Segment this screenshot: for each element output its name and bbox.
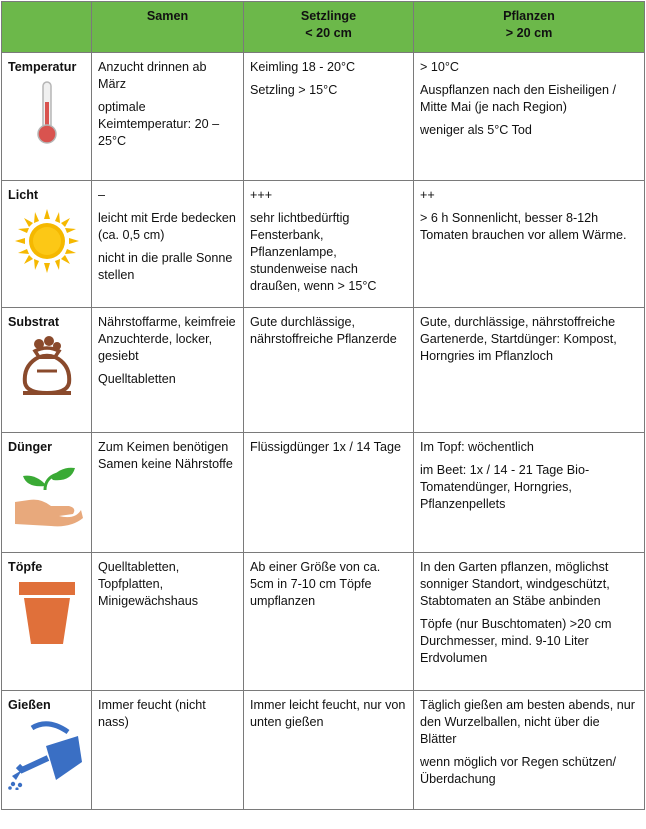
cell-duenger-setzlinge [244,433,414,553]
cell-toepfe-pflanzen [414,553,645,691]
sun-icon [14,208,80,274]
text-line: Im Topf: wöchentlich [420,440,534,454]
text-line: wenn möglich vor Regen schützen/Überdachung [420,755,617,786]
row-label-temperatur: Temperatur [8,60,77,74]
row-label-substrat: Substrat [8,315,60,329]
text-line: Töpfe (nur Buschtomaten) >20 cm Durchmesser, mind. 9-10 Liter Erdvolumen [420,617,612,665]
text-line: Nährstoffarme, keimfreie Anzuchterde, locker, gesiebt [98,315,236,363]
row-label-duenger: Dünger [8,440,53,454]
text-line: Quelltabletten, Topfplatten, Minigewächshaus [98,560,199,608]
text-line: In den Garten pflanzen, möglichst sonniger Standort, windgeschützt, Stabtomaten an Stäbe anbinden [420,560,610,608]
text-line: Gute, durchlässige, nährstoffreiche Gartenerde, Startdünger: Kompost, Horngries im Pflanzloch [420,315,617,363]
text-line: Keimling 18 - 20°C [250,60,356,74]
text-line: – [98,188,106,202]
row-label-toepfe: Töpfe [8,560,43,574]
text-line: ++ [420,188,435,202]
text-line: Anzucht drinnen ab März [98,60,207,91]
table-row-giessen [2,691,645,810]
watering-can-icon [8,718,86,790]
cell-substrat-setzlinge [244,308,414,433]
table-row-substrat [2,308,645,433]
header-pflanzen [414,2,645,53]
soil-sack-icon [19,335,75,397]
text-line: > 6 h Sonnenlicht, besser 8-12h Tomaten brauchen vor allem Wärme. [420,211,627,242]
flower-pot-icon [17,580,77,646]
row-label-cell [2,553,92,691]
text-line: +++ [250,188,273,202]
text-line: Ab einer Größe von ca. 5cm in 7-10 cm Töpfe umpflanzen [250,560,381,608]
text-line: Immer leicht feucht, nur von unten gießen [250,698,406,729]
cell-temperatur-setzlinge [244,53,414,181]
row-label-cell [2,308,92,433]
tomato-care-table [1,1,645,810]
cell-temperatur-samen [92,53,244,181]
text-line: sehr lichtbedürftig Fensterbank, Pflanzenlampe, stundenweise nach draußen, wenn > 15°C [250,211,377,293]
row-label-cell [2,181,92,308]
cell-giessen-setzlinge [244,691,414,810]
cell-temperatur-pflanzen [414,53,645,181]
text-line: Zum Keimen benötigen Samen keine Nährstoffe [98,440,233,471]
row-label-cell [2,691,92,810]
fertilizer-hand-icon [11,460,83,528]
header-setzlinge [244,2,414,53]
text-line: Täglich gießen am besten abends, nur den Wurzelballen, nicht über die Blätter [420,698,635,746]
table-row-duenger [2,433,645,553]
text-line: optimale Keimtemperatur: 20 – 25°C [98,100,220,148]
table-row-toepfe [2,553,645,691]
text-line: Auspflanzen nach den Eisheiligen / Mitte Mai (je nach Region) [420,83,617,114]
cell-giessen-samen [92,691,244,810]
header-samen [92,2,244,53]
thermometer-icon [35,80,59,146]
cell-substrat-samen [92,308,244,433]
text-line: weniger als 5°C Tod [420,123,532,137]
cell-licht-samen [92,181,244,308]
text-line: im Beet: 1x / 14 - 21 Tage Bio-Tomatendünger, Horngries, Pflanzenpellets [420,463,590,511]
cell-toepfe-setzlinge [244,553,414,691]
cell-duenger-samen [92,433,244,553]
header-row [2,2,645,53]
table-row-licht [2,181,645,308]
cell-giessen-pflanzen [414,691,645,810]
header-samen-label: Samen [146,9,189,23]
text-line: nicht in die pralle Sonne stellen [98,251,233,282]
text-line: Flüssigdünger 1x / 14 Tage [250,440,401,454]
text-line: leicht mit Erde bedecken (ca. 0,5 cm) [98,211,236,242]
cell-substrat-pflanzen [414,308,645,433]
header-pflanzen-size: > 20 cm [505,26,553,40]
text-line: Setzling > 15°C [250,83,338,97]
row-label-licht: Licht [8,188,39,202]
text-line: Quelltabletten [98,372,176,386]
row-label-giessen: Gießen [8,698,51,712]
cell-licht-pflanzen [414,181,645,308]
text-line: Gute durchlässige, nährstoffreiche Pflanzerde [250,315,397,346]
table-row-temperatur [2,53,645,181]
header-setzlinge-label: Setzlinge [300,9,357,23]
header-empty-cell [2,2,92,53]
header-setzlinge-size: < 20 cm [305,26,352,40]
row-label-cell [2,53,92,181]
cell-licht-setzlinge [244,181,414,308]
row-label-cell [2,433,92,553]
header-pflanzen-label: Pflanzen [503,9,555,23]
cell-duenger-pflanzen [414,433,645,553]
text-line: > 10°C [420,60,459,74]
cell-toepfe-samen [92,553,244,691]
text-line: Immer feucht (nicht nass) [98,698,206,729]
